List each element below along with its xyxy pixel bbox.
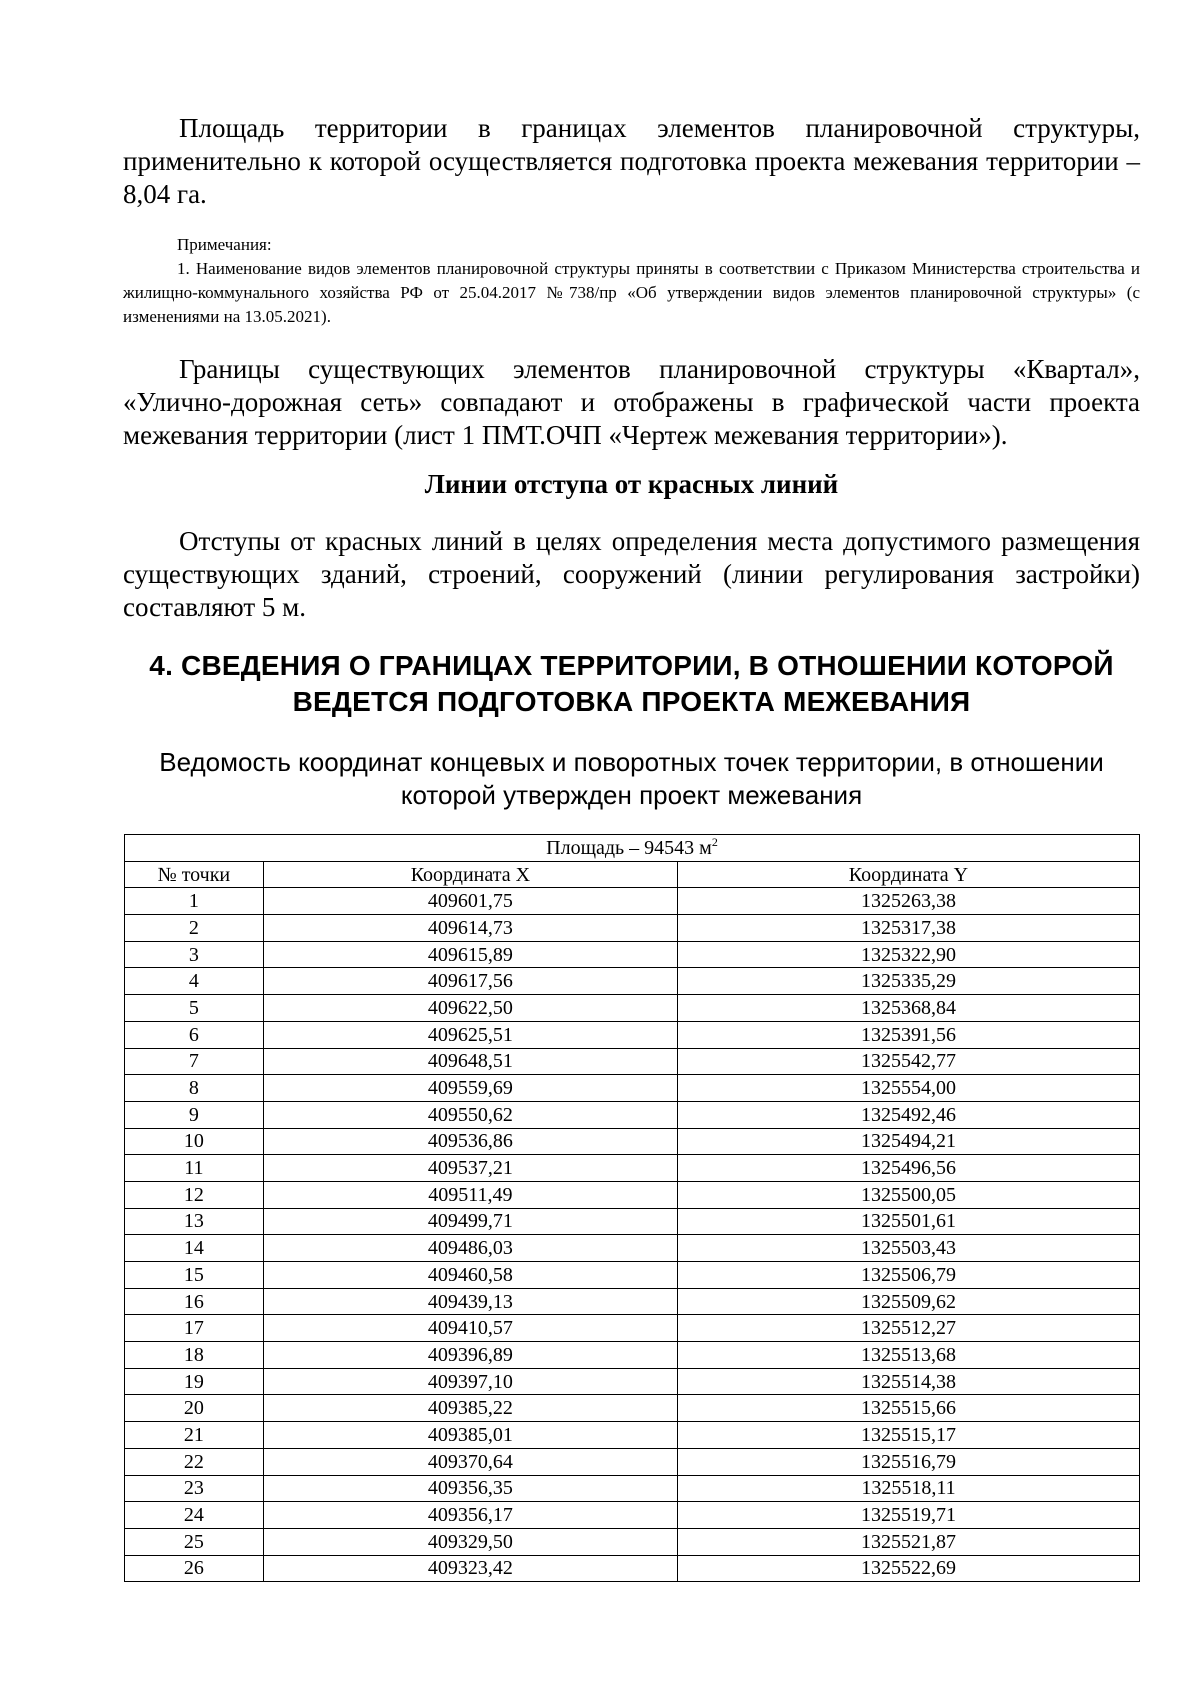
cell-coordinate-y: 1325317,38 <box>677 915 1139 942</box>
cell-coordinate-y: 1325522,69 <box>677 1555 1139 1582</box>
cell-coordinate-y: 1325509,62 <box>677 1288 1139 1315</box>
cell-coordinate-y: 1325496,56 <box>677 1155 1139 1182</box>
cell-coordinate-x: 409511,49 <box>263 1181 677 1208</box>
cell-coordinate-y: 1325516,79 <box>677 1448 1139 1475</box>
table-row <box>125 1021 1140 1048</box>
cell-coordinate-x: 409625,51 <box>263 1021 677 1048</box>
cell-coordinate-x: 409356,17 <box>263 1502 677 1529</box>
cell-point-number: 9 <box>125 1101 264 1128</box>
notes-item-1: 1. Наименование видов элементов планировочной структуры приняты в соответствии с Приказом Министерства строительства и жилищно-коммунального хозяйства РФ от 25.04.2017 №738/пр «Об утверждении видов элементов планировочной структуры» (с изменениями на 13.05.2021). <box>123 259 1140 326</box>
cell-point-number: 25 <box>125 1528 264 1555</box>
table-row <box>125 1235 1140 1262</box>
subheading-setback-lines: Линии отступа от красных линий <box>424 469 839 499</box>
table-row <box>125 1181 1140 1208</box>
cell-coordinate-x: 409617,56 <box>263 968 677 995</box>
notes-block <box>123 233 1140 329</box>
table-row <box>125 1101 1140 1128</box>
cell-coordinate-x: 409356,35 <box>263 1475 677 1502</box>
cell-coordinate-y: 1325322,90 <box>677 941 1139 968</box>
header-coordinate-x: Координата X <box>263 861 677 888</box>
table-row <box>125 1422 1140 1449</box>
cell-coordinate-x: 409486,03 <box>263 1235 677 1262</box>
cell-coordinate-x: 409648,51 <box>263 1048 677 1075</box>
table-caption-line-1: Ведомость координат концевых и поворотных точек территории, в отношении <box>159 747 1104 777</box>
cell-point-number: 8 <box>125 1075 264 1102</box>
cell-coordinate-x: 409385,01 <box>263 1422 677 1449</box>
cell-point-number: 26 <box>125 1555 264 1582</box>
cell-coordinate-x: 409370,64 <box>263 1448 677 1475</box>
cell-coordinate-y: 1325512,27 <box>677 1315 1139 1342</box>
cell-coordinate-x: 409439,13 <box>263 1288 677 1315</box>
cell-coordinate-x: 409410,57 <box>263 1315 677 1342</box>
table-row <box>125 1048 1140 1075</box>
section-heading <box>123 648 1140 720</box>
cell-point-number: 7 <box>125 1048 264 1075</box>
cell-point-number: 12 <box>125 1181 264 1208</box>
cell-coordinate-y: 1325506,79 <box>677 1262 1139 1289</box>
cell-coordinate-x: 409559,69 <box>263 1075 677 1102</box>
cell-coordinate-y: 1325518,11 <box>677 1475 1139 1502</box>
cell-coordinate-x: 409614,73 <box>263 915 677 942</box>
cell-coordinate-y: 1325542,77 <box>677 1048 1139 1075</box>
header-point-number: № точки <box>125 861 264 888</box>
cell-coordinate-y: 1325521,87 <box>677 1528 1139 1555</box>
table-caption-line-2: которой утвержден проект межевания <box>400 780 863 810</box>
table-header-row <box>125 861 1140 888</box>
cell-point-number: 2 <box>125 915 264 942</box>
table-row <box>125 1208 1140 1235</box>
table-row <box>125 1395 1140 1422</box>
table-row <box>125 1155 1140 1182</box>
table-row <box>125 968 1140 995</box>
cell-point-number: 10 <box>125 1128 264 1155</box>
table-row <box>125 915 1140 942</box>
cell-coordinate-x: 409550,62 <box>263 1101 677 1128</box>
notes-title: Примечания: <box>177 235 272 254</box>
cell-coordinate-x: 409622,50 <box>263 995 677 1022</box>
cell-coordinate-y: 1325494,21 <box>677 1128 1139 1155</box>
table-row <box>125 1288 1140 1315</box>
cell-coordinate-y: 1325503,43 <box>677 1235 1139 1262</box>
section-heading-line-1: 4. СВЕДЕНИЯ О ГРАНИЦАХ ТЕРРИТОРИИ, В ОТНОШЕНИИ КОТОРОЙ <box>149 650 1114 681</box>
cell-point-number: 6 <box>125 1021 264 1048</box>
cell-coordinate-x: 409615,89 <box>263 941 677 968</box>
table-row <box>125 1528 1140 1555</box>
table-area-label: Площадь – 94543 м <box>546 836 712 859</box>
cell-point-number: 19 <box>125 1368 264 1395</box>
table-row <box>125 1342 1140 1369</box>
cell-coordinate-x: 409601,75 <box>263 888 677 915</box>
cell-coordinate-x: 409323,42 <box>263 1555 677 1582</box>
cell-coordinate-y: 1325391,56 <box>677 1021 1139 1048</box>
cell-coordinate-x: 409396,89 <box>263 1342 677 1369</box>
paragraph-setbacks: Отступы от красных линий в целях определения места допустимого размещения существующих зданий, строений, сооружений (линии регулирования застройки) составляют 5 м. <box>123 526 1140 622</box>
cell-coordinate-y: 1325514,38 <box>677 1368 1139 1395</box>
cell-point-number: 3 <box>125 941 264 968</box>
cell-coordinate-x: 409499,71 <box>263 1208 677 1235</box>
cell-coordinate-y: 1325519,71 <box>677 1502 1139 1529</box>
cell-coordinate-y: 1325335,29 <box>677 968 1139 995</box>
cell-point-number: 16 <box>125 1288 264 1315</box>
cell-coordinate-x: 409536,86 <box>263 1128 677 1155</box>
cell-point-number: 23 <box>125 1475 264 1502</box>
cell-point-number: 13 <box>125 1208 264 1235</box>
table-row <box>125 1262 1140 1289</box>
table-row <box>125 888 1140 915</box>
table-body <box>125 888 1140 1582</box>
table-row <box>125 995 1140 1022</box>
cell-point-number: 24 <box>125 1502 264 1529</box>
paragraph-area: Площадь территории в границах элементов планировочной структуры, применительно к которой осуществляется подготовка проекта межевания территории – 8,04 га. <box>123 113 1140 209</box>
cell-point-number: 15 <box>125 1262 264 1289</box>
cell-point-number: 5 <box>125 995 264 1022</box>
table-caption <box>123 746 1140 812</box>
cell-point-number: 20 <box>125 1395 264 1422</box>
cell-coordinate-y: 1325500,05 <box>677 1181 1139 1208</box>
table-area-cell <box>125 835 1140 862</box>
table-row <box>125 1075 1140 1102</box>
table-row <box>125 1368 1140 1395</box>
cell-point-number: 1 <box>125 888 264 915</box>
cell-coordinate-y: 1325515,66 <box>677 1395 1139 1422</box>
cell-coordinate-y: 1325501,61 <box>677 1208 1139 1235</box>
cell-point-number: 11 <box>125 1155 264 1182</box>
cell-point-number: 14 <box>125 1235 264 1262</box>
cell-coordinate-x: 409329,50 <box>263 1528 677 1555</box>
cell-coordinate-y: 1325492,46 <box>677 1101 1139 1128</box>
cell-coordinate-y: 1325263,38 <box>677 888 1139 915</box>
section-heading-line-2: ВЕДЕТСЯ ПОДГОТОВКА ПРОЕКТА МЕЖЕВАНИЯ <box>292 686 971 717</box>
cell-coordinate-y: 1325554,00 <box>677 1075 1139 1102</box>
cell-point-number: 21 <box>125 1422 264 1449</box>
cell-coordinate-x: 409397,10 <box>263 1368 677 1395</box>
table-row <box>125 1475 1140 1502</box>
table-area-row <box>125 835 1140 862</box>
cell-point-number: 18 <box>125 1342 264 1369</box>
cell-coordinate-y: 1325513,68 <box>677 1342 1139 1369</box>
table-row <box>125 1555 1140 1582</box>
table-area-sup: 2 <box>711 834 718 849</box>
cell-coordinate-x: 409537,21 <box>263 1155 677 1182</box>
cell-point-number: 4 <box>125 968 264 995</box>
table-row <box>125 941 1140 968</box>
cell-point-number: 17 <box>125 1315 264 1342</box>
header-coordinate-y: Координата Y <box>677 861 1139 888</box>
table-row <box>125 1315 1140 1342</box>
coordinates-table <box>124 834 1140 1582</box>
document-page <box>123 112 1140 812</box>
paragraph-boundaries: Границы существующих элементов планировочной структуры «Квартал», «Улично-дорожная сеть» совпадают и отображены в графической части проекта межевания территории (лист 1 ПМТ.ОЧП «Чертеж межевания территории»). <box>123 354 1140 450</box>
table-row <box>125 1502 1140 1529</box>
table-row <box>125 1128 1140 1155</box>
cell-coordinate-x: 409385,22 <box>263 1395 677 1422</box>
table-row <box>125 1448 1140 1475</box>
cell-coordinate-x: 409460,58 <box>263 1262 677 1289</box>
cell-coordinate-y: 1325515,17 <box>677 1422 1139 1449</box>
cell-coordinate-y: 1325368,84 <box>677 995 1139 1022</box>
cell-point-number: 22 <box>125 1448 264 1475</box>
